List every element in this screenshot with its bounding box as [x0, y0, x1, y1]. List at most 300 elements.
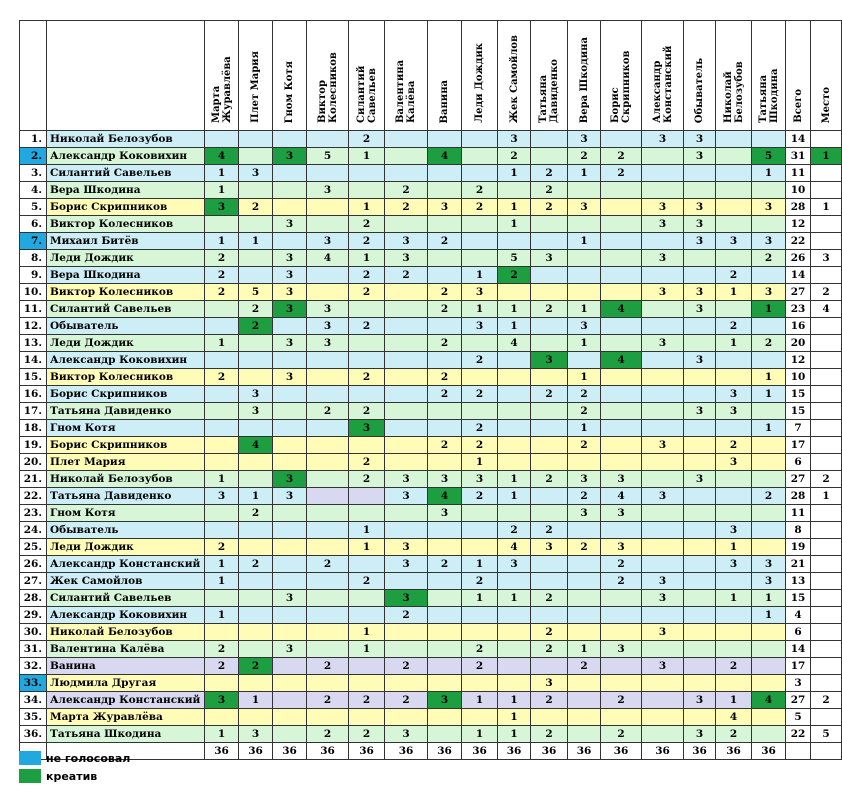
score-cell: [498, 284, 531, 301]
participant-name: Вера Шкодина: [47, 267, 205, 284]
column-header-label: Александр Констанский: [651, 45, 674, 123]
score-cell: 3: [568, 131, 601, 148]
score-cell: [462, 403, 498, 420]
score-cell: 2: [462, 658, 498, 675]
total-cell: 22: [786, 726, 811, 743]
score-cell: [642, 165, 684, 182]
score-cell: [239, 335, 273, 352]
score-cell: 2: [307, 726, 349, 743]
place-cell: [811, 607, 842, 624]
score-cell: 3: [385, 726, 428, 743]
score-cell: [601, 131, 642, 148]
score-cell: [428, 641, 462, 658]
score-cell: 1: [716, 284, 752, 301]
place-cell: [811, 641, 842, 658]
score-cell: 2: [349, 403, 385, 420]
score-cell: [349, 182, 385, 199]
score-cell: 2: [239, 318, 273, 335]
place-cell: [811, 216, 842, 233]
row-number: 36.: [20, 726, 47, 743]
score-cell: [239, 454, 273, 471]
score-cell: [239, 182, 273, 199]
score-cell: 2: [462, 641, 498, 658]
score-cell: 4: [601, 488, 642, 505]
score-cell: 3: [462, 318, 498, 335]
score-cell: [307, 539, 349, 556]
score-cell: 1: [349, 641, 385, 658]
score-cell: [498, 573, 531, 590]
score-cell: 3: [642, 437, 684, 454]
score-cell: [462, 675, 498, 692]
column-header: [498, 21, 531, 131]
score-cell: 2: [752, 488, 786, 505]
score-cell: [307, 437, 349, 454]
column-header-place_label: [811, 21, 842, 131]
table-row: [20, 233, 842, 250]
score-cell: [642, 675, 684, 692]
score-cell: 1: [752, 420, 786, 437]
participant-name: Вера Шкодина: [47, 182, 205, 199]
score-cell: [428, 726, 462, 743]
score-cell: [752, 658, 786, 675]
score-cell: [498, 420, 531, 437]
score-cell: [531, 148, 568, 165]
score-cell: 2: [307, 403, 349, 420]
score-cell: [642, 352, 684, 369]
participant-name: Александр Констанский: [47, 556, 205, 573]
participant-name: Гном Котя: [47, 505, 205, 522]
score-cell: 2: [307, 692, 349, 709]
score-cell: [307, 267, 349, 284]
score-cell: 3: [239, 403, 273, 420]
row-number: 1.: [20, 131, 47, 148]
score-cell: [568, 692, 601, 709]
score-cell: [273, 624, 307, 641]
score-cell: 1: [498, 488, 531, 505]
score-cell: [684, 573, 716, 590]
score-cell: [428, 454, 462, 471]
score-cell: [428, 709, 462, 726]
column-total: 36: [205, 743, 239, 760]
score-cell: 5: [752, 148, 786, 165]
score-cell: [273, 675, 307, 692]
not-voted-swatch: [19, 751, 41, 765]
total-cell: 28: [786, 199, 811, 216]
row-number: 24.: [20, 522, 47, 539]
score-cell: 3: [642, 199, 684, 216]
score-cell: 4: [205, 148, 239, 165]
row-number: 6.: [20, 216, 47, 233]
score-cell: 1: [205, 556, 239, 573]
score-cell: [205, 403, 239, 420]
score-cell: [462, 335, 498, 352]
score-cell: [239, 522, 273, 539]
place-cell: [811, 131, 842, 148]
score-cell: [568, 573, 601, 590]
score-cell: [684, 437, 716, 454]
column-total: 36: [239, 743, 273, 760]
score-cell: 2: [428, 335, 462, 352]
score-cell: [307, 505, 349, 522]
score-cell: [752, 437, 786, 454]
score-cell: [601, 182, 642, 199]
score-cell: 2: [531, 692, 568, 709]
total-cell: 12: [786, 352, 811, 369]
score-cell: [273, 573, 307, 590]
score-cell: [205, 437, 239, 454]
score-cell: 1: [349, 199, 385, 216]
score-cell: [684, 675, 716, 692]
score-cell: 2: [568, 148, 601, 165]
score-cell: [642, 301, 684, 318]
score-cell: 1: [205, 335, 239, 352]
score-cell: 1: [498, 301, 531, 318]
score-cell: 1: [205, 165, 239, 182]
score-cell: 1: [498, 726, 531, 743]
column-header-label: Виктор Колесников: [316, 52, 339, 123]
score-cell: 3: [273, 267, 307, 284]
participant-name: Александр Коковихин: [47, 607, 205, 624]
participant-name: Марта Журавлёва: [47, 709, 205, 726]
table-row: [20, 267, 842, 284]
total-cell: 23: [786, 301, 811, 318]
score-cell: 2: [428, 556, 462, 573]
score-cell: 2: [239, 505, 273, 522]
score-cell: [642, 539, 684, 556]
score-cell: [752, 726, 786, 743]
score-cell: [462, 233, 498, 250]
participant-name: Михаил Битёв: [47, 233, 205, 250]
score-cell: [601, 437, 642, 454]
score-cell: [273, 709, 307, 726]
score-cell: 1: [349, 250, 385, 267]
row-number: 16.: [20, 386, 47, 403]
score-cell: [239, 216, 273, 233]
score-cell: 2: [531, 522, 568, 539]
score-cell: [531, 709, 568, 726]
score-cell: [601, 233, 642, 250]
participant-name: Плет Мария: [47, 454, 205, 471]
score-cell: 2: [307, 658, 349, 675]
score-cell: [239, 352, 273, 369]
score-cell: 3: [642, 590, 684, 607]
total-cell: 6: [786, 454, 811, 471]
row-number: 26.: [20, 556, 47, 573]
score-cell: 2: [531, 165, 568, 182]
score-cell: [642, 318, 684, 335]
score-cell: 3: [601, 505, 642, 522]
table-row: [20, 641, 842, 658]
score-cell: [428, 522, 462, 539]
score-cell: [684, 641, 716, 658]
score-cell: [531, 216, 568, 233]
row-number: 11.: [20, 301, 47, 318]
score-cell: [428, 590, 462, 607]
score-cell: [205, 352, 239, 369]
score-cell: 2: [239, 658, 273, 675]
score-cell: [601, 709, 642, 726]
score-cell: 3: [684, 199, 716, 216]
place-cell: [811, 386, 842, 403]
score-cell: [498, 182, 531, 199]
score-cell: [601, 590, 642, 607]
table-row: [20, 726, 842, 743]
column-total: 36: [462, 743, 498, 760]
column-header: [716, 21, 752, 131]
score-cell: [385, 403, 428, 420]
place-cell: [811, 437, 842, 454]
score-cell: 2: [205, 250, 239, 267]
score-cell: [349, 556, 385, 573]
score-cell: [273, 556, 307, 573]
place-cell: 1: [811, 148, 842, 165]
score-cell: 2: [568, 437, 601, 454]
total-cell: 15: [786, 403, 811, 420]
score-cell: [498, 437, 531, 454]
score-cell: 3: [531, 250, 568, 267]
score-cell: 2: [568, 386, 601, 403]
score-cell: [568, 607, 601, 624]
place-cell: [811, 522, 842, 539]
score-cell: 1: [716, 692, 752, 709]
table-row: [20, 590, 842, 607]
score-cell: [205, 590, 239, 607]
score-cell: 3: [307, 318, 349, 335]
score-cell: [428, 318, 462, 335]
score-cell: 4: [601, 301, 642, 318]
score-cell: [349, 165, 385, 182]
score-cell: [531, 505, 568, 522]
total-cell: 31: [786, 148, 811, 165]
score-cell: 1: [498, 199, 531, 216]
score-cell: [349, 386, 385, 403]
score-cell: 3: [205, 488, 239, 505]
score-cell: 1: [462, 726, 498, 743]
score-cell: [498, 454, 531, 471]
score-cell: [684, 556, 716, 573]
score-cell: 3: [385, 590, 428, 607]
score-cell: 3: [684, 692, 716, 709]
score-cell: [205, 675, 239, 692]
score-cell: 3: [273, 216, 307, 233]
score-cell: 3: [716, 403, 752, 420]
score-cell: [716, 641, 752, 658]
score-cell: 3: [684, 233, 716, 250]
score-cell: [307, 165, 349, 182]
score-cell: [601, 658, 642, 675]
score-cell: [684, 335, 716, 352]
total-cell: 8: [786, 522, 811, 539]
score-cell: [307, 386, 349, 403]
column-header: [307, 21, 349, 131]
column-header: [642, 21, 684, 131]
score-cell: [601, 318, 642, 335]
score-cell: [716, 250, 752, 267]
column-total: 36: [752, 743, 786, 760]
score-cell: [568, 556, 601, 573]
column-header-label: Татьяна Давиденко: [538, 59, 560, 123]
score-cell: 2: [205, 284, 239, 301]
score-cell: [752, 318, 786, 335]
table-row: [20, 607, 842, 624]
total-cell: 13: [786, 573, 811, 590]
score-cell: [601, 335, 642, 352]
score-cell: [498, 607, 531, 624]
place-cell: [811, 267, 842, 284]
table-row: [20, 437, 842, 454]
table-row: [20, 403, 842, 420]
score-cell: [273, 658, 307, 675]
score-cell: [642, 386, 684, 403]
score-cell: [642, 522, 684, 539]
row-number: 14.: [20, 352, 47, 369]
score-cell: [498, 641, 531, 658]
column-header: [601, 21, 642, 131]
score-cell: 2: [205, 369, 239, 386]
score-cell: 4: [752, 692, 786, 709]
legend-creative: [19, 769, 97, 783]
score-cell: 3: [716, 233, 752, 250]
score-cell: 3: [273, 301, 307, 318]
score-cell: 2: [752, 335, 786, 352]
score-cell: [385, 131, 428, 148]
row-number: 10.: [20, 284, 47, 301]
score-cell: [205, 386, 239, 403]
participant-name: Александр Коковихин: [47, 352, 205, 369]
score-cell: 3: [601, 471, 642, 488]
score-cell: [684, 454, 716, 471]
score-cell: 2: [752, 250, 786, 267]
score-cell: 3: [239, 726, 273, 743]
row-number: 17.: [20, 403, 47, 420]
score-cell: 1: [716, 539, 752, 556]
row-number: 9.: [20, 267, 47, 284]
score-cell: [385, 675, 428, 692]
column-total: 36: [716, 743, 752, 760]
score-cell: [568, 352, 601, 369]
score-cell: 2: [205, 641, 239, 658]
total-cell: 20: [786, 335, 811, 352]
score-cell: [716, 488, 752, 505]
score-cell: [601, 607, 642, 624]
column-header-label: Всего: [792, 89, 804, 123]
legend-not-voted: [19, 751, 130, 765]
table-row: [20, 386, 842, 403]
score-cell: 2: [498, 267, 531, 284]
column-header: [462, 21, 498, 131]
score-cell: 2: [601, 148, 642, 165]
score-cell: [684, 250, 716, 267]
score-cell: 1: [349, 148, 385, 165]
score-cell: 2: [239, 556, 273, 573]
column-total: 36: [385, 743, 428, 760]
score-cell: [684, 658, 716, 675]
score-cell: [428, 131, 462, 148]
score-cell: 3: [568, 505, 601, 522]
score-cell: 1: [568, 165, 601, 182]
place-cell: [811, 505, 842, 522]
place-cell: 2: [811, 471, 842, 488]
score-cell: [716, 624, 752, 641]
participant-name: Николай Белозубов: [47, 624, 205, 641]
score-cell: 2: [349, 573, 385, 590]
score-cell: 3: [531, 675, 568, 692]
score-cell: [428, 624, 462, 641]
score-cell: [752, 505, 786, 522]
score-cell: [239, 148, 273, 165]
score-cell: 2: [239, 199, 273, 216]
score-cell: [531, 488, 568, 505]
score-cell: 3: [239, 165, 273, 182]
place-cell: [811, 709, 842, 726]
score-cell: 1: [716, 335, 752, 352]
score-cell: [642, 556, 684, 573]
score-cell: [642, 641, 684, 658]
score-cell: [462, 131, 498, 148]
score-cell: [716, 148, 752, 165]
score-cell: [531, 267, 568, 284]
score-cell: [428, 607, 462, 624]
column-header-label: Валентина Калёва: [395, 59, 417, 123]
total-cell: 4: [786, 607, 811, 624]
column-header-label: Борис Скрипников: [610, 50, 632, 123]
table-row: [20, 675, 842, 692]
score-cell: [601, 250, 642, 267]
score-cell: 2: [716, 318, 752, 335]
score-cell: 3: [568, 471, 601, 488]
row-number: 5.: [20, 199, 47, 216]
total-cell: 6: [786, 624, 811, 641]
score-cell: [273, 607, 307, 624]
score-cell: 3: [462, 471, 498, 488]
place-cell: 1: [811, 199, 842, 216]
table-row: [20, 522, 842, 539]
column-header: [568, 21, 601, 131]
total-cell: 14: [786, 267, 811, 284]
score-cell: [684, 369, 716, 386]
total-cell: 22: [786, 233, 811, 250]
header-num-cell: [20, 21, 47, 131]
table-row: [20, 199, 842, 216]
column-total: 36: [307, 743, 349, 760]
table-row: [20, 216, 842, 233]
score-cell: [642, 505, 684, 522]
score-cell: 3: [273, 369, 307, 386]
score-cell: 2: [205, 539, 239, 556]
score-cell: [752, 403, 786, 420]
score-cell: 2: [349, 471, 385, 488]
table-row: [20, 692, 842, 709]
score-cell: 3: [385, 556, 428, 573]
score-cell: 3: [684, 301, 716, 318]
score-cell: 2: [385, 607, 428, 624]
score-cell: 3: [273, 641, 307, 658]
score-cell: [273, 539, 307, 556]
total-cell: 12: [786, 216, 811, 233]
score-cell: 2: [385, 658, 428, 675]
score-cell: 1: [568, 301, 601, 318]
score-cell: [462, 607, 498, 624]
score-cell: [752, 267, 786, 284]
row-number: 21.: [20, 471, 47, 488]
row-number: 15.: [20, 369, 47, 386]
score-cell: [498, 403, 531, 420]
score-cell: 3: [642, 488, 684, 505]
score-cell: 1: [752, 301, 786, 318]
score-cell: [385, 386, 428, 403]
score-cell: 2: [568, 539, 601, 556]
participant-name: Борис Скрипников: [47, 437, 205, 454]
